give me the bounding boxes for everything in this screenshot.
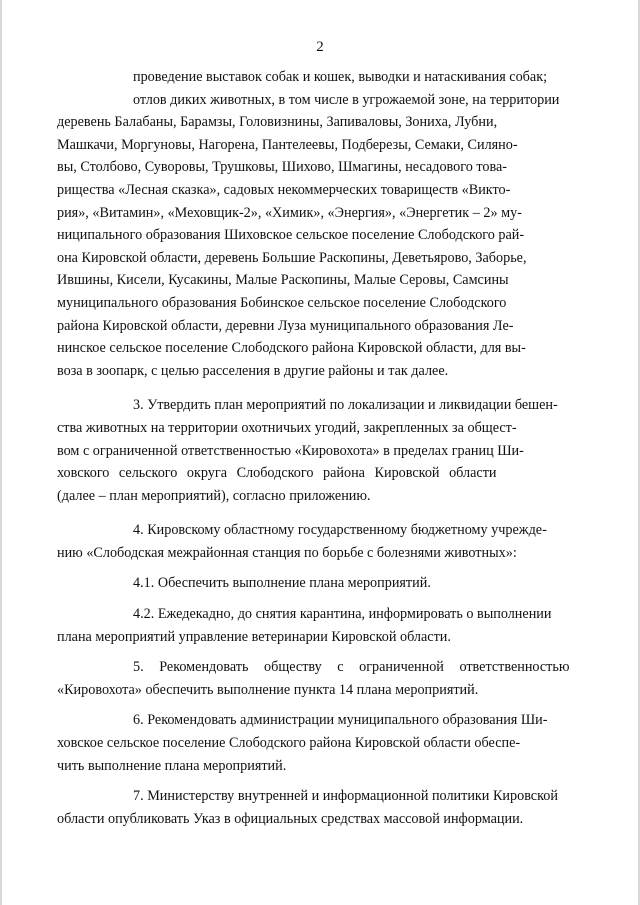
paragraph-wild-animal-capture [57,89,585,383]
text-line: воза в зоопарк, с целью расселения в другие районы и так далее. [57,362,449,379]
text-line: 4. Кировскому областному государственному бюджетному учрежде- [133,522,547,539]
text-line: ниципального образования Шиховское сельское поселение Слободского рай- [57,227,525,244]
text-line: рищества «Лесная сказка», садовых некоммерческих товариществ «Викто- [57,181,511,198]
text-line: Машкачи, Моргуновы, Нагорена, Пантелеевы, Подберезы, Семаки, Силяно- [57,136,518,153]
text-line: области опубликовать Указ в официальных средствах массовой информации. [57,810,524,827]
paragraph-6 [57,709,585,777]
text-line: нию «Слободская межрайонная станция по борьбе с болезнями животных»: [57,544,517,561]
text-line: района Кировской области, деревни Луза муниципального образования Ле- [57,317,514,334]
text-line: плана мероприятий управление ветеринарии Кировской области. [57,628,451,645]
paragraph-4-kogbu [57,519,585,564]
text-line: Ившины, Кисели, Кусакины, Малые Раскопины, Малые Серовы, Самсины [57,272,509,289]
paragraph-3-approve-plan [57,394,585,507]
text-line: ховское сельское поселение Слободского района Кировской области обеспе- [57,735,521,752]
page-number: 2 [316,39,324,55]
text-line: чить выполнение плана мероприятий. [57,757,287,774]
text-line: 4.2. Ежедекадно, до снятия карантина, информировать о выполнении [133,606,552,623]
text-line: вы, Столбово, Суворовы, Трушковы, Шихово, Шмагины, несадового това- [57,159,507,176]
text-line: ства животных на территории охотничьих угодий, закрепленных за общест- [57,419,517,436]
paragraph-4-2 [57,603,585,648]
text-line: муниципального образования Бобинское сельское поселение Слободского [57,294,507,311]
paragraph-7 [57,785,585,830]
paragraph-5 [57,656,585,701]
text-line: (далее – план мероприятий), согласно приложению. [57,487,371,504]
text-line: деревень Балабаны, Барамзы, Головизнины, Запиваловы, Зониха, Лубни, [57,114,498,131]
text-line: ховского сельского округа Слободского района Кировской области [57,465,497,482]
text-line: 7. Министерству внутренней и информационной политики Кировской [133,788,558,805]
text-line: «Кировохота» обеспечить выполнение пункта 14 плана мероприятий. [57,681,479,698]
paragraph-4-1: 4.1. Обеспечить выполнение плана мероприятий. [133,575,431,592]
text-line: она Кировской области, деревень Большие Раскопины, Деветьярово, Заборье, [57,249,527,266]
text-line: 5. Рекомендовать обществу с ограниченной ответственностью [133,659,570,676]
text-line: отлов диких животных, в том числе в угрожаемой зоне, на территории [133,91,560,108]
scan-left-edge [0,0,2,905]
document-body [57,66,585,830]
text-line: 6. Рекомендовать администрации муниципального образования Ши- [133,712,548,729]
text-line: рия», «Витамин», «Меховщик-2», «Химик», «Энергия», «Энергетик – 2» му- [57,204,522,221]
paragraph-dog-shows: проведение выставок собак и кошек, выводки и натаскивания собак; [133,69,548,85]
text-line: вом с ограниченной ответственностью «Кировохота» в пределах границ Ши- [57,442,524,459]
text-line: нинское сельское поселение Слободского района Кировской области, для вы- [57,340,526,357]
text-line: 3. Утвердить план мероприятий по локализации и ликвидации бешен- [133,397,558,414]
